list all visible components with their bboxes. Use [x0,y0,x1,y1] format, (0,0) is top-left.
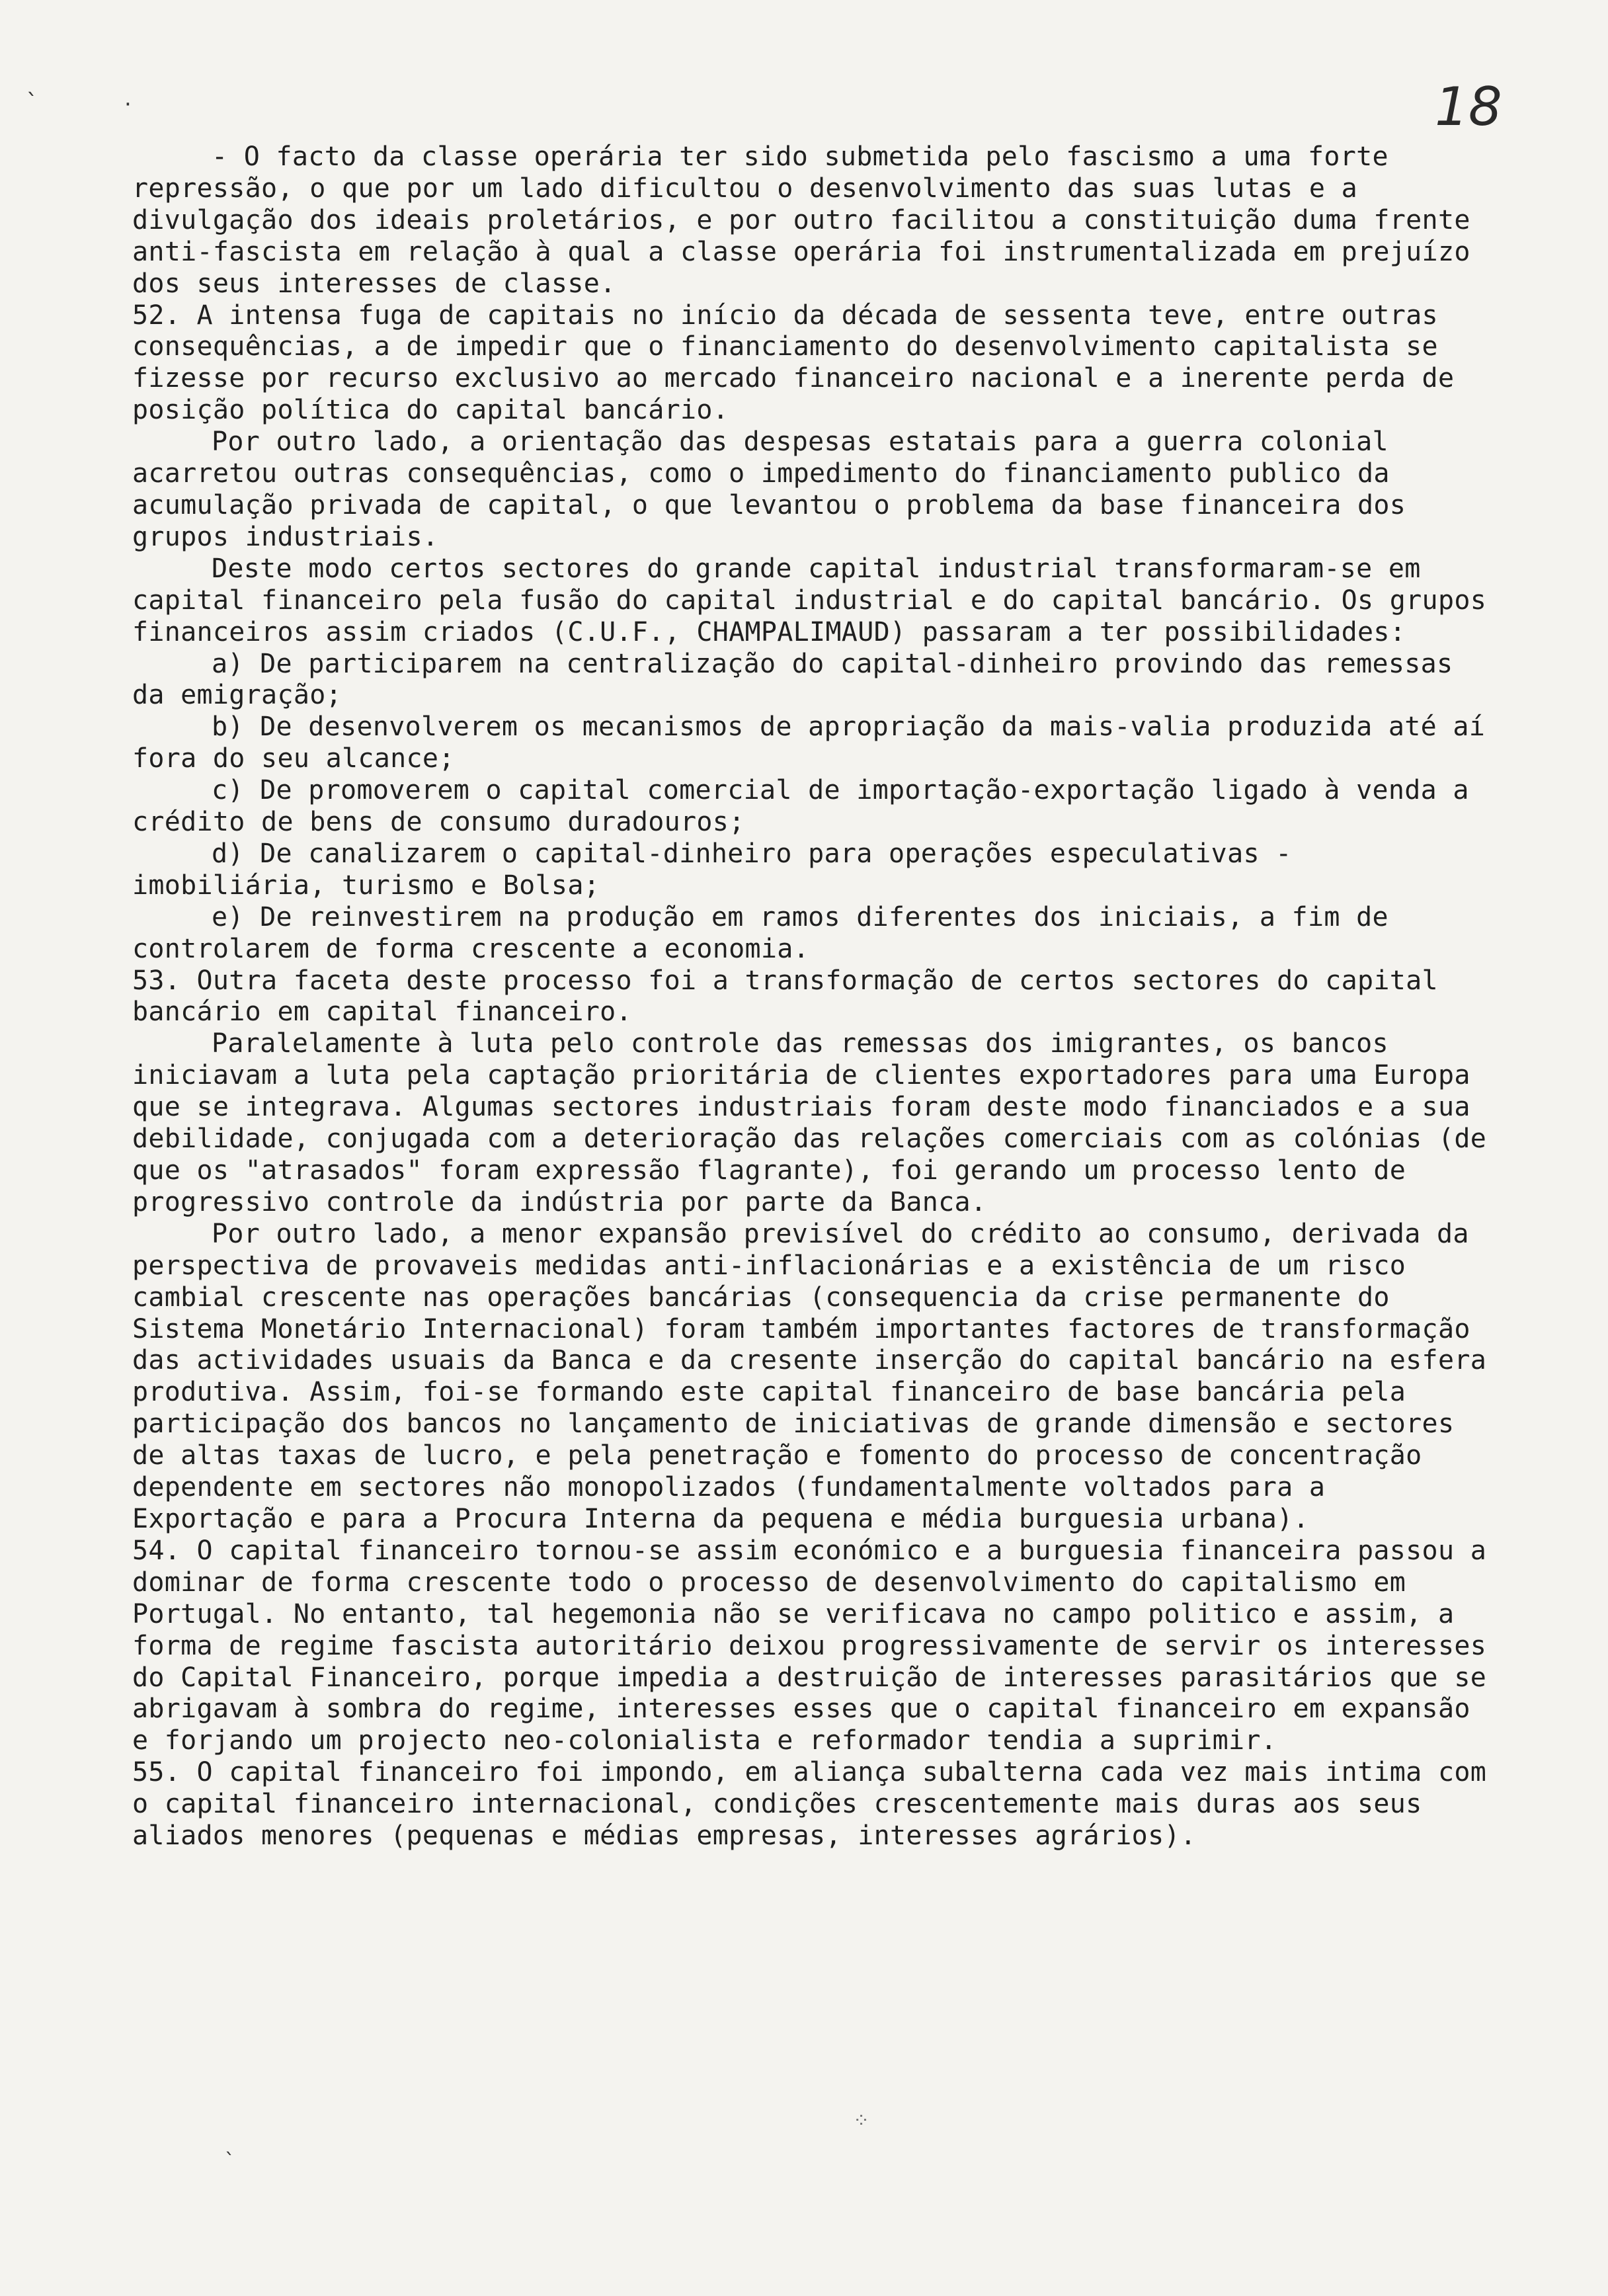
paragraph-52-continued: Por outro lado, a orientação das despesas estatais para a guerra colonial acarretou outras consequências, como o impedimento do financiamento publico da acumulação privada de capital, o que levantou o problema da base financeira dos grupos industriais. [132,427,1422,552]
stray-mark-top-left: ˋ [26,89,38,116]
paragraph-52-groups: Deste modo certos sectores do grande capital industrial transformaram-se em capital financeiro pela fusão do capital industrial e do capital bancário. Os grupos financeiros assim criados (C.U.F., CHAMPALIMAUD) passaram a ter possibilidades: [132,553,1503,647]
page-number: 18 [1435,76,1502,138]
paragraph-54: 54. O capital financeiro tornou-se assim económico e a burguesia financeira passou a dominar de forma crescente todo o processo de desenvolvimento do capitalismo em Portugal. No entanto, tal hegemonia não se verificava no campo politico e assim, a forma de regime fascista autoritário deixou progressivamente de servir os interesses do Capital Financeiro, porque impedia a destruição de interesses parasitários que se abrigavam à sombra do regime, interesses esses que o capital financeiro em expansão e forjando um projecto neo-colonialista e reformador tendia a suprimir. [132,1535,1503,1756]
stray-mark-bottom-left: ˎ [225,2133,235,2156]
paragraph-55: 55. O capital financeiro foi impondo, em aliança subalterna cada vez mais intima com o capital financeiro internacional, condições crescentemente mais duras aos seus aliados menores (pequenas e médias empresas, interesses agrários). [132,1757,1503,1852]
paragraph-53-banks: Paralelamente à luta pelo controle das remessas dos imigrantes, os bancos iniciavam a luta pela captação prioritária de clientes exportadores para uma Europa que se integrava. Algumas sectores industriais foram deste modo financiados e a sua debilidade, conjugada com a deterioração das relações comerciais com as colónias (de que os "atrasados" foram expressão flagrante), foi gerando um processo lento de progressivo controle da indústria por parte da Banca. [132,1028,1503,1217]
stray-mark-top-left-dot: · [124,91,132,118]
stray-mark-bottom-center: ⁘ [853,2110,870,2133]
list-item-b: b) De desenvolverem os mecanismos de apropriação da mais-valia produzida até aí fora do seu alcance; [132,712,1502,774]
list-item-e: e) De reinvestirem na produção em ramos diferentes dos iniciais, a fim de controlarem de forma crescente a economia. [132,901,1405,964]
paragraph-intro: - O facto da classe operária ter sido submetida pelo fascismo a uma forte repressão, o que por um lado dificultou o desenvolvimento das suas lutas e a divulgação dos ideais proletários, e por outro facilitou a constituição duma frente anti-fascista em relação à qual a classe operária foi instrumentalizada em prejuízo dos seus interesses de classe. [132,142,1487,299]
paragraph-52: 52. A intensa fuga de capitais no início da década de sessenta teve, entre outras consequências, a de impedir que o financiamento do desenvolvimento capitalista se fizesse por recurso exclusivo ao mercado financeiro nacional e a inerente perda de posição política do capital bancário. [132,300,1470,426]
paragraph-53: 53. Outra faceta deste processo foi a transformação de certos sectores do capital bancário em capital financeiro. [132,965,1455,1028]
list-item-d: d) De canalizarem o capital-dinheiro para operações especulativas - imobiliária, turismo e Bolsa; [132,838,1308,901]
document-body [132,142,1503,1852]
paragraph-53-credit: Por outro lado, a menor expansão previsível do crédito ao consumo, derivada da perspectiva de provaveis medidas anti-inflacionárias e a existência de um risco cambial crescente nas operações bancárias (consequencia da crise permanente do Sistema Monetário Internacional) foram também importantes factores de transformação das actividades usuais da Banca e da cresente inserção do capital bancário na esfera produtiva. Assim, foi-se formando este capital financeiro de base bancária pela participação dos bancos no lançamento de iniciativas de grande dimensão e sectores de altas taxas de lucro, e pela penetração e fomento do processo de concentração dependente em sectores não monopolizados (fundamentalmente voltados para a Exportação e para a Procura Interna da pequena e média burguesia urbana). [132,1218,1503,1534]
list-item-a: a) De participarem na centralização do capital-dinheiro provindo das remessas da emigração; [132,648,1469,711]
list-item-c: c) De promoverem o capital comercial de importação-exportação ligado à venda a crédito de bens de consumo duradouros; [132,775,1486,838]
